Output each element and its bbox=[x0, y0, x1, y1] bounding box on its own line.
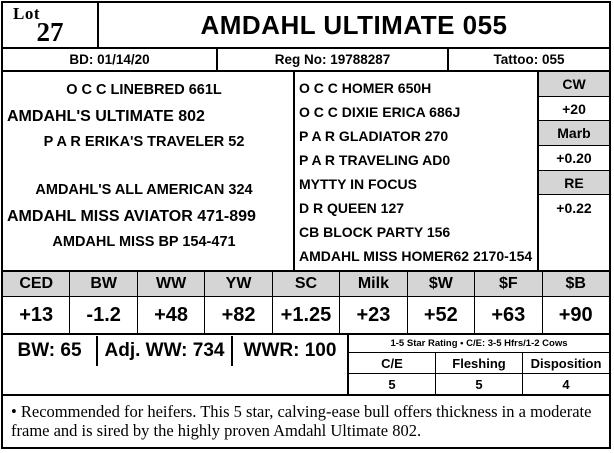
star-rating-note: 1-5 Star Rating • C/E: 3-5 Hfrs/1-2 Cows bbox=[349, 335, 609, 353]
epd-column-dollar-f bbox=[475, 272, 542, 333]
trait-label-re: RE bbox=[539, 171, 609, 196]
epd-column-milk bbox=[340, 272, 407, 333]
epd-column-dollar-w bbox=[408, 272, 475, 333]
rating-value-fleshing: 5 bbox=[436, 374, 523, 394]
rating-value-ce: 5 bbox=[349, 374, 436, 394]
weaning-weight-ratio: WWR: 100 bbox=[243, 340, 337, 361]
rating-header-row bbox=[349, 353, 609, 374]
adjusted-weaning-weight: Adj. WW: 734 bbox=[98, 336, 233, 366]
epd-value: +13 bbox=[19, 303, 54, 326]
dam-dam: AMDAHL MISS BP 154-471 bbox=[52, 234, 236, 250]
stats-section bbox=[3, 335, 609, 396]
epd-header: BW bbox=[70, 272, 136, 297]
page-title: AMDAHL ULTIMATE 055 bbox=[200, 9, 508, 40]
tattoo: Tattoo: 055 bbox=[493, 52, 565, 67]
epd-value: +23 bbox=[356, 303, 391, 326]
lot-label: Lot bbox=[13, 3, 40, 23]
epd-value: +82 bbox=[221, 303, 256, 326]
pedigree-ancestor: O C C HOMER 650H bbox=[299, 80, 432, 96]
epd-table bbox=[3, 272, 609, 335]
description-note: • Recommended for heifers. This 5 star, calving-ease bull offers thickness in a moderate frame and is sired by the highly proven Amdahl Ultimate 802. bbox=[11, 402, 592, 440]
epd-header: CED bbox=[3, 272, 69, 297]
epd-header: $F bbox=[475, 272, 541, 297]
epd-header: $W bbox=[408, 272, 474, 297]
dam-sire: AMDAHL'S ALL AMERICAN 324 bbox=[35, 182, 253, 198]
rating-header-fleshing: Fleshing bbox=[436, 353, 523, 373]
pedigree-ancestor: P A R TRAVELING AD0 bbox=[299, 152, 451, 168]
star-rating-table bbox=[349, 335, 609, 394]
epd-header: WW bbox=[138, 272, 204, 297]
epd-header: SC bbox=[273, 272, 339, 297]
epd-column-dollar-b bbox=[543, 272, 609, 333]
birth-weight: BW: 65 bbox=[3, 336, 98, 366]
epd-column-ced bbox=[3, 272, 70, 333]
epd-column-yw bbox=[205, 272, 272, 333]
epd-column-ww bbox=[138, 272, 205, 333]
lot-number: 27 bbox=[36, 16, 64, 47]
pedigree-ancestor: CB BLOCK PARTY 156 bbox=[299, 224, 451, 240]
epd-value: +52 bbox=[423, 303, 458, 326]
lot-card bbox=[1, 1, 611, 449]
rating-header-ce: C/E bbox=[349, 353, 436, 373]
epd-header: Milk bbox=[340, 272, 406, 297]
epd-column-bw bbox=[70, 272, 137, 333]
pedigree-ancestor: P A R GLADIATOR 270 bbox=[299, 128, 449, 144]
weight-stats bbox=[3, 335, 349, 394]
rating-value-row bbox=[349, 374, 609, 394]
pedigree-parents bbox=[3, 72, 295, 270]
title-box bbox=[99, 3, 609, 47]
birth-date: BD: 01/14/20 bbox=[3, 49, 218, 70]
epd-value: +1.25 bbox=[280, 303, 332, 326]
trait-label-cw: CW bbox=[539, 72, 609, 97]
epd-value: +48 bbox=[154, 303, 189, 326]
pedigree-ancestor: AMDAHL MISS HOMER62 2170-154 bbox=[299, 248, 533, 264]
pedigree-ancestor: O C C DIXIE ERICA 686J bbox=[299, 104, 461, 120]
side-trait-table bbox=[539, 72, 609, 270]
sire-dam: P A R ERIKA'S TRAVELER 52 bbox=[43, 134, 245, 150]
info-bar bbox=[3, 49, 609, 72]
epd-header: YW bbox=[205, 272, 271, 297]
sire: AMDAHL'S ULTIMATE 802 bbox=[7, 108, 205, 125]
epd-value: -1.2 bbox=[86, 303, 121, 326]
epd-header: $B bbox=[543, 272, 609, 297]
registration-number: Reg No: 19788287 bbox=[218, 49, 449, 70]
epd-value: +90 bbox=[558, 303, 593, 326]
card-header bbox=[3, 3, 609, 49]
epd-column-sc bbox=[273, 272, 340, 333]
pedigree-ancestor: MYTTY IN FOCUS bbox=[299, 176, 417, 192]
trait-value-cw: +20 bbox=[539, 97, 609, 122]
pedigree-ancestor: D R QUEEN 127 bbox=[299, 200, 405, 216]
sire-sire: O C C LINEBRED 661L bbox=[66, 82, 222, 98]
dam: AMDAHL MISS AVIATOR 471-899 bbox=[7, 208, 256, 225]
pedigree-section bbox=[3, 72, 609, 272]
trait-label-marb: Marb bbox=[539, 121, 609, 146]
epd-value: +63 bbox=[491, 303, 526, 326]
lot-box bbox=[3, 3, 99, 47]
pedigree-grandparents bbox=[295, 72, 539, 270]
rating-value-disposition: 4 bbox=[562, 376, 570, 392]
trait-value-marb: +0.20 bbox=[539, 146, 609, 171]
rating-header-disposition: Disposition bbox=[530, 355, 602, 371]
trait-value-re: +0.22 bbox=[556, 199, 592, 216]
